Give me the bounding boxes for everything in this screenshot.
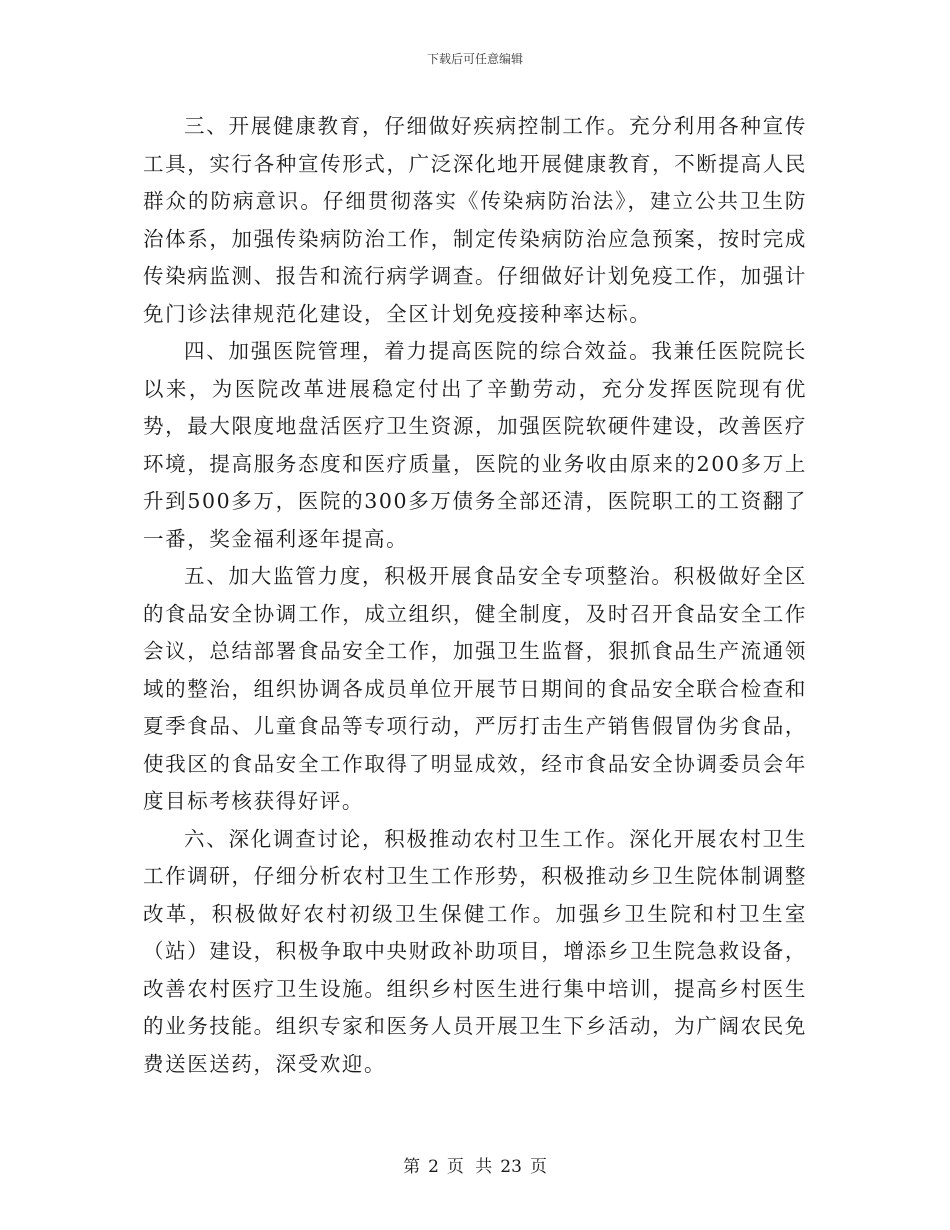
footer-page-total: 23	[500, 1157, 522, 1177]
paragraph-rural-health: 六、深化调查讨论，积极推动农村卫生工作。深化开展农村卫生工作调研，仔细分析农村卫生工作形势，积极推动乡卫生院体制调整改革，积极做好农村初级卫生保健工作。加强乡卫生院和村卫生室（站）建设，积极争取中央财政补助项目，增添乡卫生院急救设备，改善农村医疗卫生设施。组织乡村医生进行集中培训，提高乡村医生的业务技能。组织专家和医务人员开展卫生下乡活动，为广阔农民免费送医送药，深受欢迎。	[143, 826, 807, 1076]
footer-middle: 页 共	[446, 1157, 493, 1177]
header-note: 下载后可任意编辑	[426, 52, 523, 66]
footer-suffix: 页	[529, 1157, 547, 1177]
page-footer	[0, 1152, 950, 1177]
footer-page-current: 2	[428, 1157, 439, 1177]
footer-prefix: 第	[403, 1157, 421, 1177]
paragraph-food-safety: 五、加大监管力度，积极开展食品安全专项整治。积极做好全区的食品安全协调工作，成立组织，健全制度，及时召开食品安全工作会议，总结部署食品安全工作，加强卫生监督，狠抓食品生产流通领域的整治，组织协调各成员单位开展节日期间的食品安全联合检查和夏季食品、儿童食品等专项行动，严厉打击生产销售假冒伪劣食品，使我区的食品安全工作取得了明显成效，经市食品安全协调委员会年度目标考核获得好评。	[143, 564, 807, 813]
paragraph-hospital-management: 四、加强医院管理，着力提高医院的综合效益。我兼任医院院长以来，为医院改革进展稳定付出了辛勤劳动，充分发挥医院现有优势，最大限度地盘活医疗卫生资源，加强医院软硬件建设，改善医疗环境，提高服务态度和医疗质量，医院的业务收由原来的200多万上升到500多万，医院的300多万债务全部还清，医院职工的工资翻了一番，奖金福利逐年提高。	[143, 339, 807, 551]
document-body	[143, 108, 807, 1083]
paragraph-health-education: 三、开展健康教育，仔细做好疾病控制工作。充分利用各种宣传工具，实行各种宣传形式，广泛深化地开展健康教育，不断提高人民群众的防病意识。仔细贯彻落实《传染病防治法》，建立公共卫生防治体系，加强传染病防治工作，制定传染病防治应急预案，按时完成传染病监测、报告和流行病学调查。仔细做好计划免疫工作，加强计免门诊法律规范化建设，全区计划免疫接种率达标。	[143, 114, 807, 326]
